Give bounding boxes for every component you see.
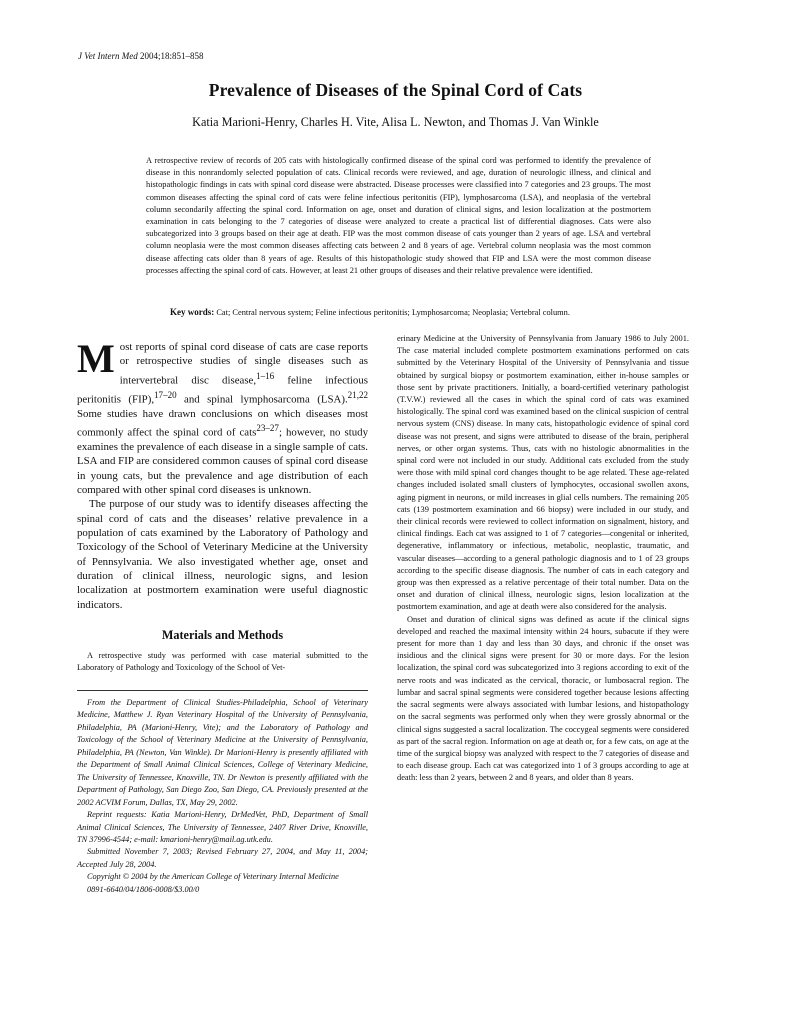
keywords-label: Key words: [170,307,215,317]
journal-reference [78,51,204,61]
keywords [170,306,654,319]
section-heading-methods: Materials and Methods [161,628,284,643]
abstract: A retrospective review of records of 205 cats with histologically confirmed disease of the spinal cord was performed to identify the prevalence of disease in this nonrandomly selected population of cats. Clinical records were reviewed, and age, duration of neurologic illness, and clinical and histopathologic findings in cats with spinal cord disease were abstracted. Disease processes were classified into 7 categories and 23 groups. The most common diseases affecting the spinal cord of cats were feline infectious peritonitis (FIP), lymphosarcoma (LSA), and neoplasia of the vertebral column secondarily affecting the spinal cord. Information on age, onset and duration of clinical signs, and lesion localization at the postmortem examination in cats belonging to the 7 categories of disease were analyzed to create a practical list of differential diagnoses. Cats were also subcategorized into 3 groups based on their age at death. FIP was the most common disease of cats younger than 2 years of age. LSA and vertebral column neoplasia were the most common diseases affecting cats between 2 and 8 years of age. Vertebral column neoplasia was the most common disease affecting cats older than 8 years of age. Results of this histopathologic study showed that FIP and LSA were the most common disease processes affecting the spinal cord of cats. However, at least 21 other groups of diseases and their relative prevalence were identified. [146,156,651,275]
intro-paragraph-1: Most reports of spinal cord disease of cats are case reports or retrospective studies of single diseases such as intervertebral disc disease,$^{1-16}$ feline infectious peritonitis (FIP),$^{17-20}$ and spinal lymphosarcoma (LSA).$^{21,22}$ Some studies have drawn conclusions on which diseases most commonly affect the spinal cord of cats$^{23-27}$; however, no study examines the prevalence of each disease in a single sample of cats. LSA and FIP are considered common causes of spinal cord disease in young cats, but the prevalence and age distribution of each compared with other spinal cord diseases is unknown. [77,336,368,496]
methods-paragraph-2: Onset and duration of clinical signs was defined as acute if the clinical signs developed and reached the maximal intensity within 24 hours, subacute if they were present for more than 1 day and less than 30 days, and chronic if the onset was insidious and the clinical signs were present for 30 or more days. For the lesion localization, the spinal cord was subcategorized into 3 regions according to exit of the nerve roots and was indicated as the cervical, thoracic, or lumbosacral region. The lumbar and sacral spinal segments were considered together because lesions affecting the sacral segments were always associated with lumbar lesions, and histopathology on the sacral segments was performed only when they were grossly abnormal or the clinical signs suggested a sacral localization. The coccygeal segments were considered as part of the sacral region. Information on age at death or, for a few cats, on age at the time of the surgical biopsy was analyzed with respect to the 7 categories of disease and to each disease group. Each cat was categorized into 1 of 3 groups according to age at death: less than 2 years, between 2 and 8 years, and older than 8 years. [397,614,689,783]
methods-paragraph-1-continued: erinary Medicine at the University of Pennsylvania from January 1986 to July 2001. The case material included complete postmortem examinations performed on cats submitted by the Veterinary Hospital of the University of Pennsylvania and tissue obtained by surgical biopsy or postmortem examination, either in-house samples or those sent by private practitioners. Initially, a board-certified veterinary pathologist (T.V.W.) reviewed all the cases in which the spinal cord of cats was examined histologically. The spinal cord was examined based on the clinical suspicion of central nervous system (CNS) disease. In many cats, histopathologic evidence of spinal cord disease was not present, and signs were attributed to disease of the brain, peripheral nerves, or other organ systems. Thus, cats with no histologic abnormalities in the spinal cord were not included in our study. Additional cats excluded from the study were those with mild spinal cord changes thought to be age related. These age-related changes included isolated small clusters of lymphocytes, occasional swollen axons, aging pigment in neurons, or mild increases in glial cells numbers. The remaining 205 cats (139 postmortem examination and 66 biopsy) were included in our study, and their clinical records were reviewed to collect information on signalment, history, and clinical findings. Each cat was assigned to 1 of 7 categories—congenital or inherited, degenerative, inflammatory or infectious, metabolic, neoplastic, traumatic, and vascular diseases—according to a general pathologic diagnosis and to 1 of 23 groups according to the specific disease diagnosis. The number of cats in each category and group was then expressed as a relative percentage of their total number. Data on the onset and duration of clinical illness, neurologic signs, lesion localization at the postmortem examination, and age at death were also considered for the analysis. [397,334,689,612]
intro-paragraph-2: The purpose of our study was to identify diseases affecting the spinal cord of cats and the diseases’ relative prevalence in a population of cats examined by the Laboratory of Pathology and Toxicology of the School of Veterinary Medicine at the University of Pennsylvania. We also investigated whether age, onset and duration of clinical illness, neurologic signs, and lesion localization at postmortem examination were useful diagnostic indicators. [77,498,368,611]
footnote-copyright: Copyright © 2004 by the American College of Veterinary Internal Medicine [87,872,339,882]
footnote-submission-dates: Submitted November 7, 2003; Revised February 27, 2004, and May 11, 2004; Accepted July 28, 2004. [77,847,368,869]
methods-paragraph-1-start: A retrospective study was performed with case material submitted to the Laboratory of Pathology and Toxicology of the School of Vet- [77,651,368,673]
footnotes [77,697,368,896]
left-column [77,336,368,674]
article-title: Prevalence of Diseases of the Spinal Cord of Cats [208,80,583,100]
footnote-reprint-requests: Reprint requests: Katia Marioni-Henry, DrMedVet, PhD, Department of Small Animal Clinical Sciences, The University of Tennessee, 2407 River Drive, Knoxville, TN 37996-4544; e-mail: kmarioni-henry@mail.ag.utk.edu. [77,810,368,844]
journal-citation: 2004;18:851–858 [139,51,204,61]
footnote-divider [77,690,368,691]
journal-name: J Vet Intern Med [78,51,138,61]
footnote-issn: 0891-6640/04/1806-0008/$3.00/0 [87,884,200,894]
keywords-list: Cat; Central nervous system; Feline infectious peritonitis; Lymphosarcoma; Neoplasia; Vertebral column. [216,308,570,317]
right-column [397,333,689,785]
footnote-affiliations: From the Department of Clinical Studies-Philadelphia, School of Veterinary Medicine, Matthew J. Ryan Veterinary Hospital of the University of Pennsylvania, Philadelphia, PA (Marioni-Henry, Vite); and the Laboratory of Pathology and Toxicology of the School of Veterinary Medicine at the University of Pennsylvania, Philadelphia, PA (Newton, Van Winkle). Dr Marioni-Henry is presently affiliated with the Department of Small Animal Clinical Sciences, College of Veterinary Medicine, The University of Tennessee, Knoxville, TN. Dr Newton is presently affiliated with the Department of Pathology, San Diego Zoo, San Diego, CA. Previously presented at the 2002 ACVIM Forum, Dallas, TX, May 29, 2002. [77,698,368,807]
article-authors: Katia Marioni-Henry, Charles H. Vite, Alisa L. Newton, and Thomas J. Van Winkle [192,115,599,129]
drop-cap: M [77,336,115,381]
